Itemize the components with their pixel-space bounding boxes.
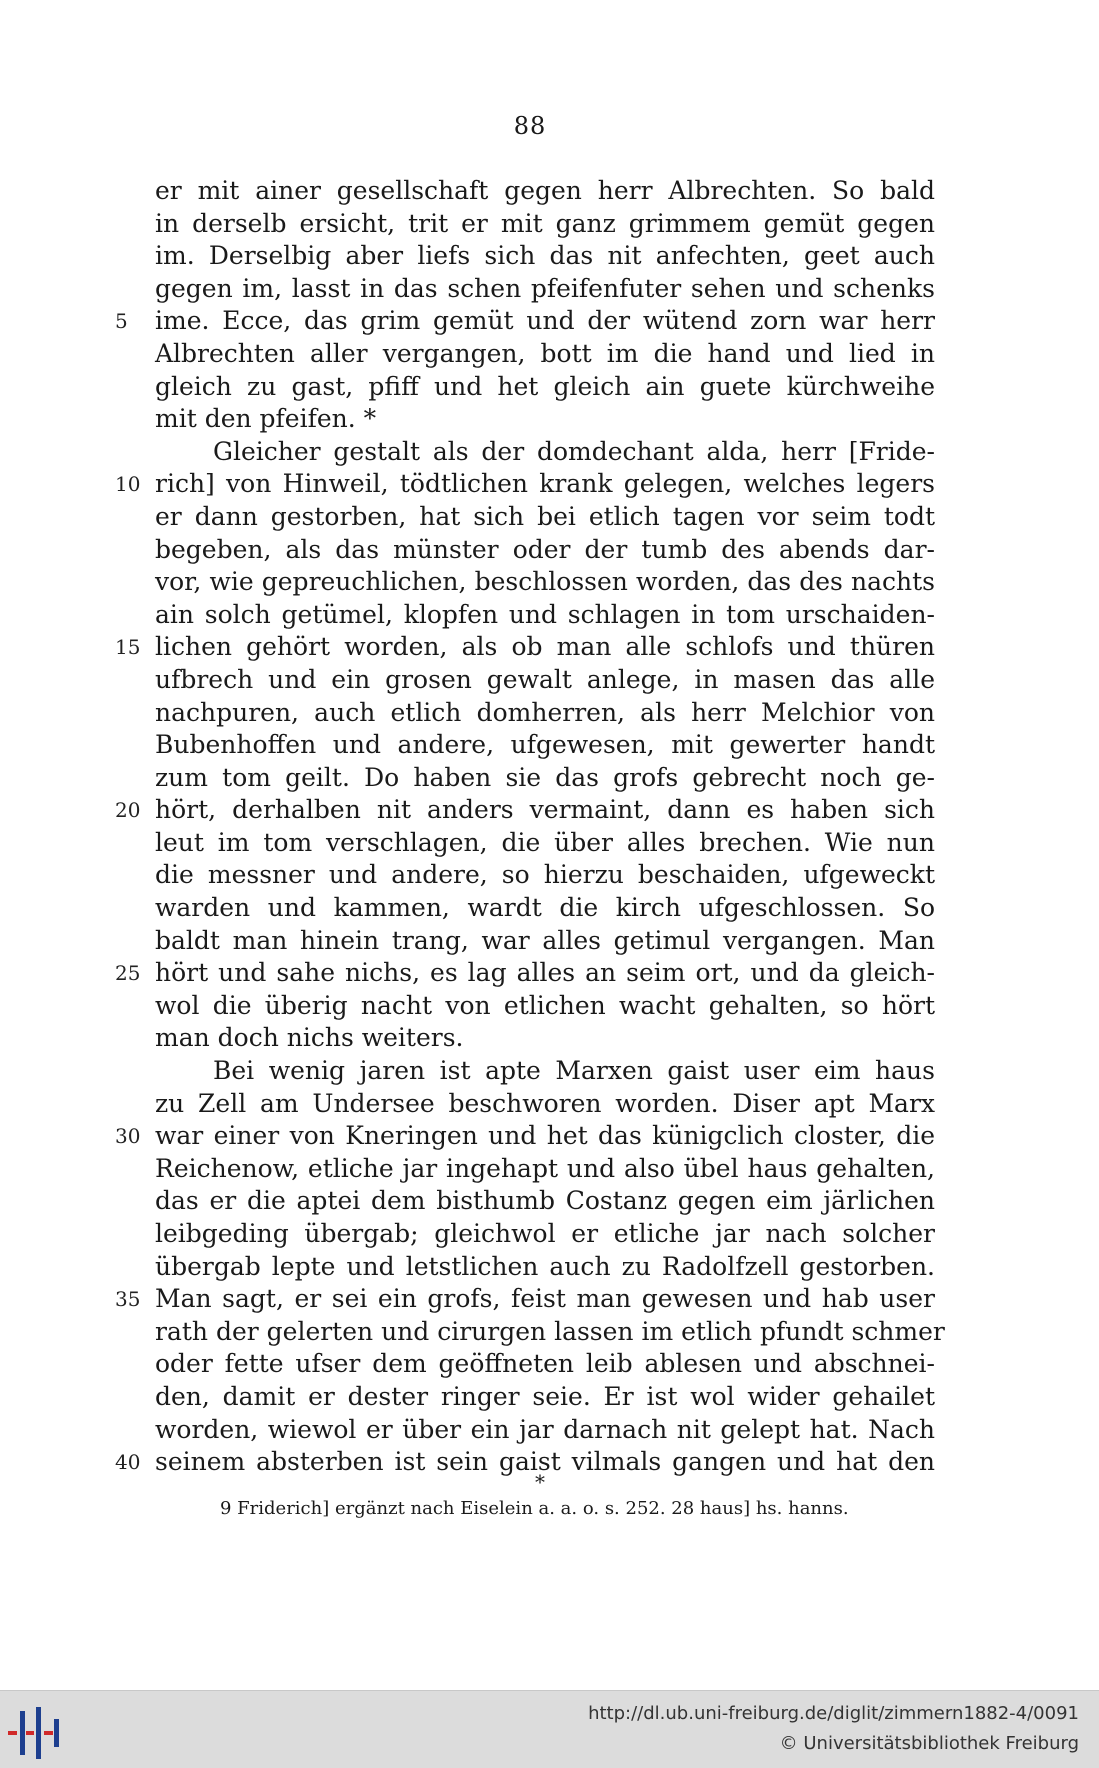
line-text: zum tom geilt. Do haben sie das grofs gebrecht noch ge-	[155, 762, 935, 792]
text-line	[115, 305, 935, 338]
line-text: rath der gelerten und cirurgen lassen im etlich pfundt schmer	[155, 1316, 945, 1346]
line-text: begeben, als das münster oder der tumb des abends dar-	[155, 534, 935, 564]
permalink-url[interactable]: http://dl.ub.uni-freiburg.de/diglit/zimmern1882-4/0091	[588, 1703, 1079, 1724]
text-line	[155, 1218, 935, 1251]
line-text: mit den pfeifen. *	[155, 404, 377, 434]
text-line	[155, 175, 935, 208]
line-text: den, damit er dester ringer seie. Er ist wol wider gehailet	[155, 1381, 935, 1411]
text-line	[155, 273, 935, 306]
line-text: ain solch getümel, klopfen und schlagen in tom urschaiden-	[155, 599, 935, 629]
line-text: in derselb ersicht, trit er mit ganz grimmem gemüt gegen	[155, 208, 935, 238]
line-text: oder fette ufser dem geöffneten leib ablesen und abschnei-	[155, 1349, 935, 1379]
body-text	[115, 175, 945, 1479]
line-text: hört, derhalben nit anders vermaint, dann es haben sich	[155, 795, 935, 825]
text-line	[155, 859, 935, 892]
line-number: 20	[115, 798, 141, 823]
text-line	[155, 240, 935, 273]
line-number: 25	[115, 961, 141, 986]
line-text: hört und sahe nichs, es lag alles an seim ort, und da gleich-	[155, 958, 935, 988]
line-number: 30	[115, 1124, 141, 1149]
line-text: Man sagt, er sei ein grofs, feist man gewesen und hab user	[155, 1284, 935, 1314]
line-text: wol die überig nacht von etlichen wacht gehalten, so hört	[155, 990, 935, 1020]
line-text: warden und kammen, wardt die kirch ufgeschlossen. So	[155, 893, 935, 923]
line-text: gleich zu gast, pfiff und het gleich ain guete kürchweihe	[155, 371, 935, 401]
text-line	[155, 599, 935, 632]
text-line	[115, 794, 935, 827]
line-text: leut im tom verschlagen, die über alles brechen. Wie nun	[155, 827, 935, 857]
line-text: Gleicher gestalt als der domdechant alda, herr [Fride-	[213, 436, 935, 466]
text-line	[155, 208, 935, 241]
text-line	[155, 566, 935, 599]
line-text: Albrechten aller vergangen, bott im die hand und lied in	[155, 338, 935, 368]
text-line	[155, 501, 935, 534]
text-line	[115, 468, 935, 501]
text-line	[155, 534, 935, 567]
line-text: ime. Ecce, das grim gemüt und der wütend zorn war herr	[155, 306, 935, 336]
text-line	[155, 338, 935, 371]
line-text: rich] von Hinweil, tödtlichen krank gelegen, welches legers	[155, 469, 935, 499]
copyright-notice: © Universitätsbibliothek Freiburg	[779, 1733, 1079, 1754]
text-line	[155, 664, 935, 697]
line-text: übergab lepte und letstlichen auch zu Radolfzell gestorben.	[155, 1251, 935, 1281]
text-line	[155, 892, 935, 925]
line-number: 5	[115, 309, 128, 334]
line-text: ufbrech und ein grosen gewalt anlege, in masen das alle	[155, 664, 935, 694]
line-text: worden, wiewol er über ein jar darnach nit gelept hat. Nach	[155, 1414, 935, 1444]
text-line	[115, 957, 935, 990]
text-line	[155, 1185, 935, 1218]
text-line	[155, 1088, 935, 1121]
line-text: nachpuren, auch etlich domherren, als herr Melchior von	[155, 697, 935, 727]
line-text: lichen gehört worden, als ob man alle schlofs und thüren	[155, 632, 935, 662]
text-line	[155, 1022, 935, 1055]
line-text: Bei wenig jaren ist apte Marxen gaist user eim haus	[213, 1056, 935, 1086]
text-line	[155, 403, 935, 436]
line-text: das er die aptei dem bisthumb Costanz gegen eim järlichen	[155, 1186, 935, 1216]
text-line	[155, 436, 935, 469]
text-line	[155, 1348, 935, 1381]
text-line	[115, 1120, 935, 1153]
line-text: war einer von Kneringen und het das künigclich closter, die	[155, 1121, 935, 1151]
page-number: 88	[513, 112, 547, 140]
line-text: leibgeding übergab; gleichwol er etliche jar nach solcher	[155, 1219, 935, 1248]
text-line	[155, 1316, 945, 1349]
line-text: man doch nichs weiters.	[155, 1023, 464, 1053]
section-asterisk: *	[535, 1470, 545, 1494]
text-line	[155, 1381, 935, 1414]
line-number: 40	[115, 1450, 141, 1475]
ub-freiburg-logo-icon[interactable]	[6, 1705, 70, 1761]
line-text: im. Derselbig aber liefs sich das nit anfechten, geet auch	[155, 241, 935, 271]
text-line	[115, 1283, 935, 1316]
line-text: die messner und andere, so hierzu beschaiden, ufgeweckt	[155, 860, 935, 890]
line-text: er mit ainer gesellschaft gegen herr Albrechten. So bald	[155, 176, 935, 205]
text-line	[155, 371, 935, 404]
line-number: 15	[115, 635, 141, 660]
text-line	[115, 631, 935, 664]
viewer-footer	[0, 1690, 1099, 1768]
line-text: Bubenhoffen und andere, ufgewesen, mit gewerter handt	[155, 730, 935, 760]
text-line	[155, 762, 935, 795]
line-text: baldt man hinein trang, war alles getimul vergangen. Man	[155, 925, 935, 955]
text-line	[155, 697, 935, 730]
text-line	[155, 1153, 935, 1186]
text-line	[155, 1055, 935, 1088]
line-text: er dann gestorben, hat sich bei etlich tagen vor seim todt	[155, 501, 935, 531]
line-number: 35	[115, 1287, 141, 1312]
footnote: 9 Friderich] ergänzt nach Eiselein a. a. o. s. 252. 28 haus] hs. hanns.	[220, 1498, 849, 1519]
line-text: vor, wie gepreuchlichen, beschlossen worden, das des nachts	[155, 567, 935, 597]
text-line	[155, 827, 935, 860]
text-line	[155, 925, 935, 958]
text-line	[155, 1251, 935, 1284]
text-line	[155, 1414, 935, 1447]
line-text: gegen im, lasst in das schen pfeifenfuter sehen und schenks	[155, 273, 935, 303]
text-line	[155, 729, 935, 762]
line-number: 10	[115, 472, 141, 497]
line-text: seinem absterben ist sein gaist vilmals gangen und hat den	[155, 1447, 935, 1477]
line-text: zu Zell am Undersee beschworen worden. Diser apt Marx	[155, 1088, 935, 1118]
line-text: Reichenow, etliche jar ingehapt und also übel haus gehalten,	[155, 1153, 935, 1183]
text-line	[155, 990, 935, 1023]
